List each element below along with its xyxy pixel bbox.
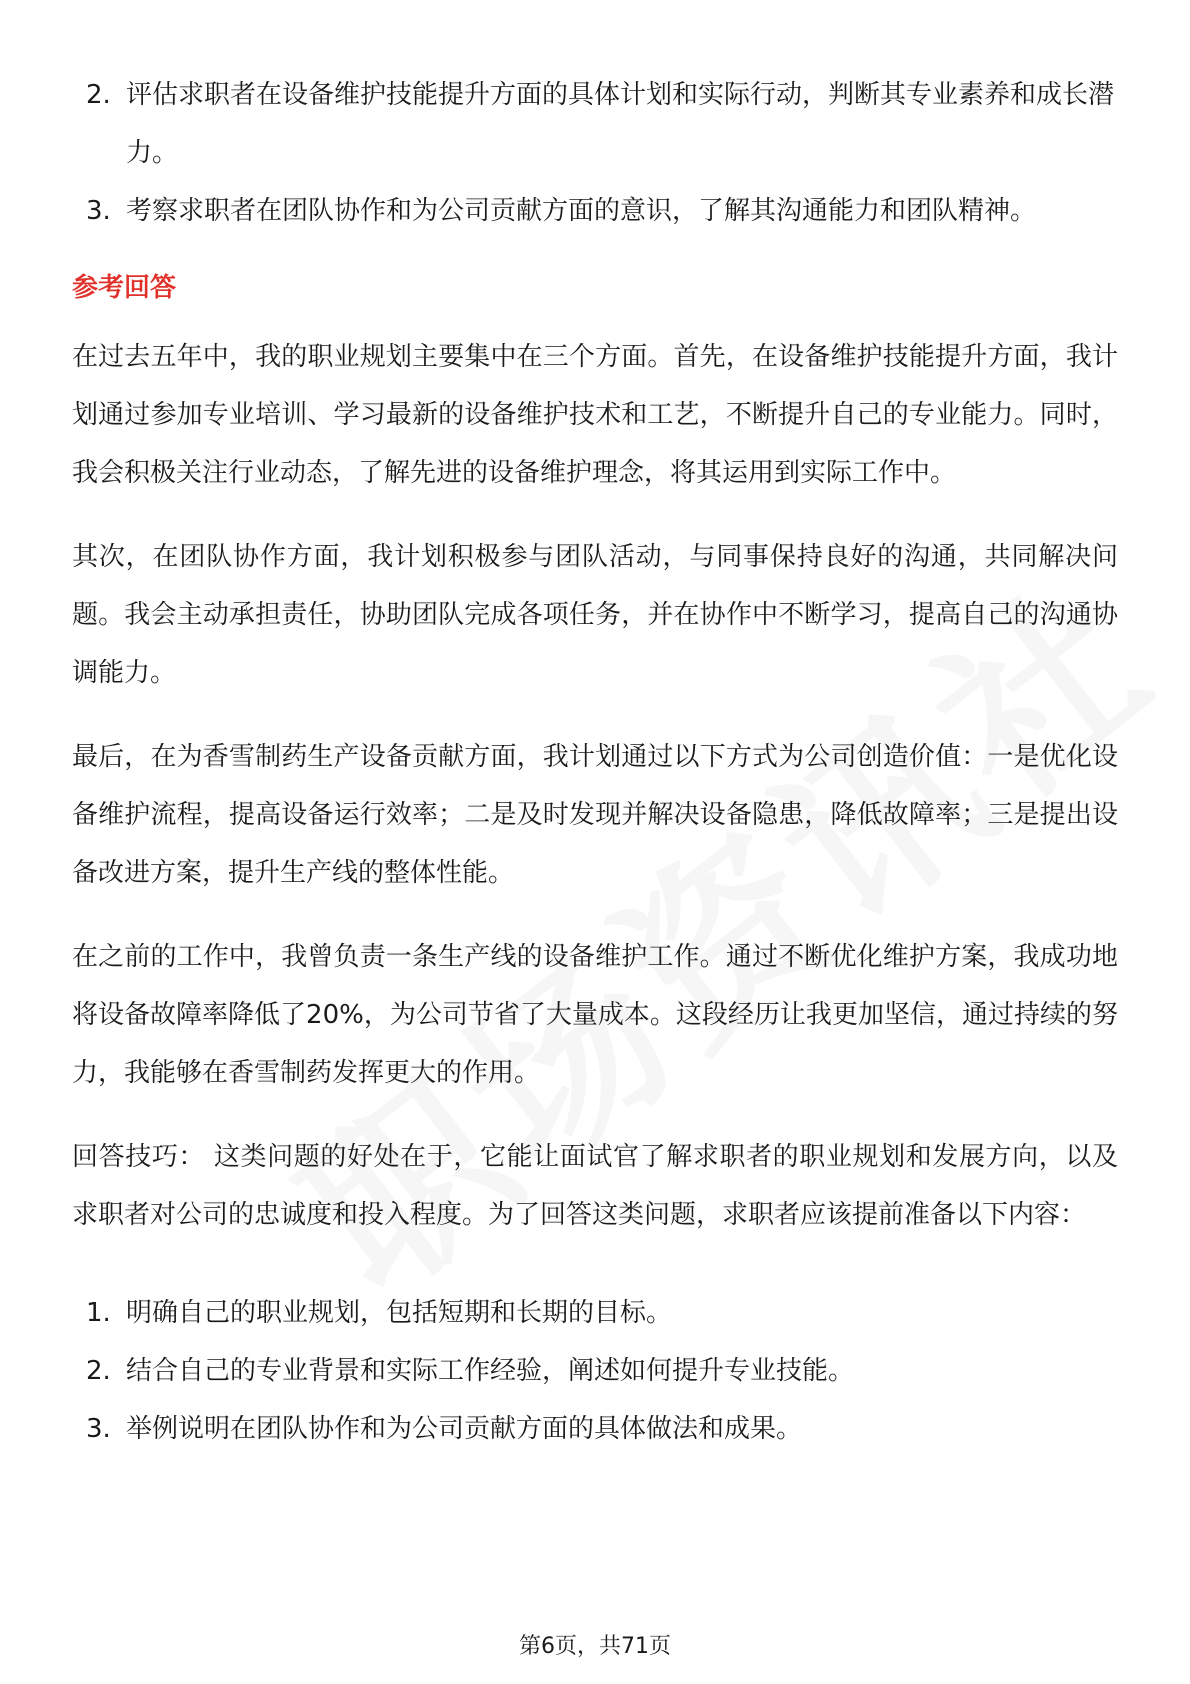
list-item-number: 3. [86,196,111,226]
answer-tips-paragraph: 回答技巧： 这类问题的好处在于，它能让面试官了解求职者的职业规划和发展方向，以及求职者对公司的忠诚度和投入程度。为了回答这类问题，求职者应该提前准备以下内容： [72,1142,1118,1230]
page-number-footer: 第6页，共71页 [519,1634,671,1659]
evaluation-points-list [72,66,1118,240]
list-item-text: 结合自己的专业背景和实际工作经验，阐述如何提升专业技能。 [126,1356,855,1386]
list-item [72,1400,1118,1458]
list-item [72,1284,1118,1342]
list-item-number: 1. [86,1298,111,1328]
list-item [72,66,1118,182]
list-item-text: 明确自己的职业规划，包括短期和长期的目标。 [126,1298,673,1328]
preparation-list [72,1284,1118,1458]
list-item [72,1342,1118,1400]
list-item-number: 2. [86,1356,111,1386]
list-item-number: 2. [86,80,111,110]
answer-paragraph: 最后，在为香雪制药生产设备贡献方面，我计划通过以下方式为公司创造价值：一是优化设备维护流程，提高设备运行效率；二是及时发现并解决设备隐患，降低故障率；三是提出设备改进方案，提升生产线的整体性能。 [72,742,1118,888]
list-item-number: 3. [86,1414,111,1444]
document-page [72,66,1118,1458]
list-item [72,182,1118,240]
section-title: 参考回答 [72,273,177,303]
answer-paragraph: 在过去五年中，我的职业规划主要集中在三个方面。首先，在设备维护技能提升方面，我计划通过参加专业培训、学习最新的设备维护技术和工艺，不断提升自己的专业能力。同时，我会积极关注行业动态，了解先进的设备维护理念，将其运用到实际工作中。 [72,342,1118,488]
answer-paragraph: 其次，在团队协作方面，我计划积极参与团队活动，与同事保持良好的沟通，共同解决问题。我会主动承担责任，协助团队完成各项任务，并在协作中不断学习，提高自己的沟通协调能力。 [72,542,1118,688]
list-item-text: 评估求职者在设备维护技能提升方面的具体计划和实际行动，判断其专业素养和成长潜力。 [126,80,1115,168]
answer-paragraph: 在之前的工作中，我曾负责一条生产线的设备维护工作。通过不断优化维护方案，我成功地将设备故障率降低了20%，为公司节省了大量成本。这段经历让我更加坚信，通过持续的努力，我能够在香雪制药发挥更大的作用。 [72,942,1118,1088]
list-item-text: 考察求职者在团队协作和为公司贡献方面的意识，了解其沟通能力和团队精神。 [126,196,1037,226]
list-item-text: 举例说明在团队协作和为公司贡献方面的具体做法和成果。 [126,1414,803,1444]
